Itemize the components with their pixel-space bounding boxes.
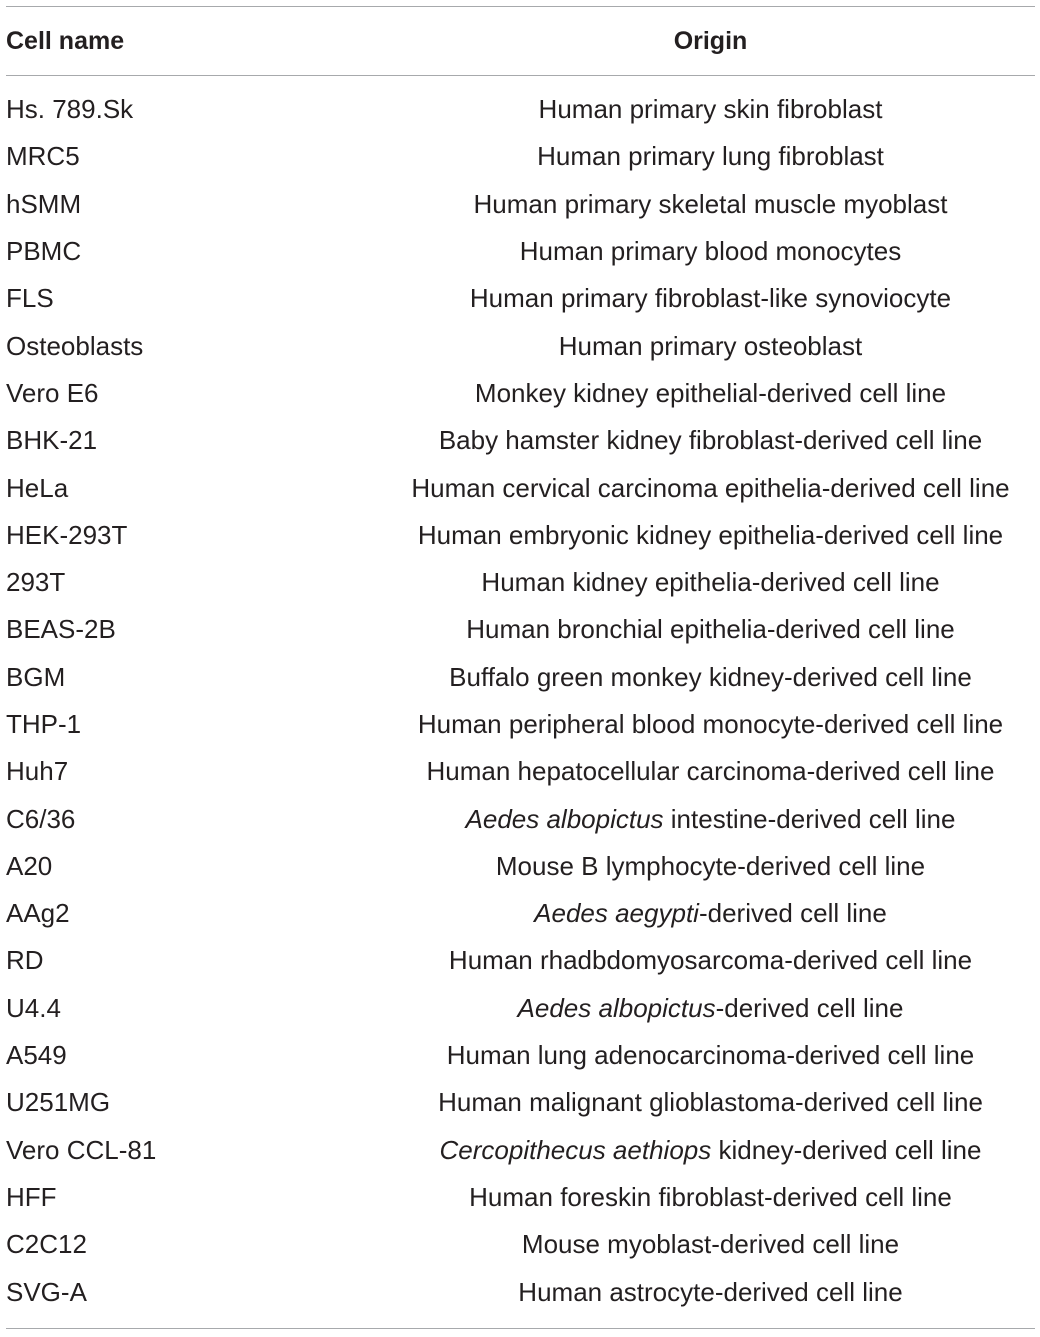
origin-text: Human peripheral blood monocyte-derived cell line — [417, 709, 1004, 739]
table-row — [6, 370, 1035, 417]
cell-origin — [386, 378, 1035, 409]
cell-origin — [386, 1229, 1035, 1260]
cell-origin — [386, 898, 1035, 929]
origin-text: Buffalo green monkey kidney-derived cell line — [449, 661, 972, 692]
origin-text: intestine-derived cell line — [663, 803, 956, 834]
table-row — [6, 701, 1035, 748]
cell-origin — [386, 1040, 1035, 1071]
table-row — [6, 417, 1035, 464]
table-row — [6, 559, 1035, 606]
origin-text: Human foreskin fibroblast-derived cell line — [469, 1181, 952, 1212]
cell-origin — [386, 520, 1035, 551]
cell-name: RD — [6, 945, 44, 976]
origin-text: Human bronchial epithelia-derived cell line — [466, 614, 955, 645]
origin-text: Human astrocyte-derived cell line — [518, 1276, 903, 1307]
cell-name: U251MG — [6, 1087, 111, 1118]
species-name: Aedes aegypti — [534, 898, 699, 929]
origin-text: -derived cell line — [698, 898, 887, 929]
origin-text: Human cervical carcinoma epithelia-derived cell line — [411, 472, 1010, 503]
cell-origin — [386, 945, 1035, 976]
cell-origin — [386, 1135, 1035, 1166]
table-row — [6, 1032, 1035, 1079]
origin-text: Human primary osteoblast — [558, 330, 863, 361]
cell-origin — [386, 1277, 1035, 1308]
cell-name: U4.4 — [6, 992, 61, 1023]
table-header-row — [6, 7, 1035, 75]
table-row — [6, 1221, 1035, 1268]
cell-name: A20 — [6, 850, 53, 881]
origin-text: Human primary skeletal muscle myoblast — [473, 188, 948, 219]
cell-name: SVG-A — [6, 1276, 87, 1307]
cell-name: AAg2 — [6, 898, 70, 929]
cell-name: PBMC — [6, 236, 82, 267]
origin-text: Human primary skin fibroblast — [538, 94, 883, 125]
cell-name: BHK-21 — [6, 425, 98, 456]
table-row — [6, 748, 1035, 795]
cell-origin — [386, 662, 1035, 693]
cell-name: C6/36 — [6, 803, 76, 834]
origin-text: Human lung adenocarcinoma-derived cell line — [446, 1040, 975, 1071]
cell-origin — [386, 425, 1035, 456]
table-row — [6, 464, 1035, 511]
origin-text: Monkey kidney epithelial-derived cell line — [474, 377, 947, 408]
cell-name: MRC5 — [6, 141, 80, 172]
cell-name: 293T — [6, 567, 66, 598]
origin-text: Human primary blood monocytes — [519, 236, 902, 267]
cell-origin — [386, 1182, 1035, 1213]
cell-name: Hs. 789.Sk — [6, 94, 134, 125]
origin-text: Baby hamster kidney fibroblast-derived cell line — [438, 425, 983, 456]
cell-name: A549 — [6, 1040, 67, 1071]
cell-name: THP-1 — [6, 709, 82, 739]
origin-text: Mouse B lymphocyte-derived cell line — [495, 850, 926, 881]
cell-origin — [386, 567, 1035, 598]
cell-name: Huh7 — [6, 756, 69, 787]
cell-origin — [386, 804, 1035, 835]
cell-origin — [386, 141, 1035, 172]
cell-origin — [386, 709, 1035, 740]
table-row — [6, 228, 1035, 275]
cell-origin — [386, 283, 1035, 314]
table-row — [6, 133, 1035, 180]
cell-name: hSMM — [6, 188, 82, 219]
origin-text: Human primary lung fibroblast — [537, 141, 884, 172]
header-origin: Origin — [673, 26, 748, 55]
table-row — [6, 795, 1035, 842]
table-row — [6, 654, 1035, 701]
cell-name: FLS — [6, 283, 54, 314]
species-name: Cercopithecus aethiops — [439, 1134, 712, 1165]
table-row — [6, 985, 1035, 1032]
cell-name: HFF — [6, 1181, 57, 1212]
origin-text: Human malignant glioblastoma-derived cell line — [438, 1087, 983, 1118]
table-row — [6, 937, 1035, 984]
origin-text: kidney-derived cell line — [711, 1134, 982, 1165]
cell-name: Vero CCL-81 — [6, 1134, 157, 1165]
table-row — [6, 1127, 1035, 1174]
origin-text: Human embryonic kidney epithelia-derived cell line — [417, 519, 1004, 550]
cell-name: C2C12 — [6, 1229, 87, 1260]
cell-name: BEAS-2B — [6, 614, 116, 645]
table-body — [6, 76, 1035, 1328]
table-row — [6, 890, 1035, 937]
cell-name: HEK-293T — [6, 519, 128, 550]
table-row — [6, 275, 1035, 322]
table-row — [6, 1079, 1035, 1126]
header-cell-name: Cell name — [6, 26, 125, 55]
cell-origin — [386, 331, 1035, 362]
cell-origin — [386, 189, 1035, 220]
cell-name: Osteoblasts — [6, 330, 144, 361]
origin-text: Mouse myoblast-derived cell line — [521, 1229, 900, 1260]
origin-text: Human kidney epithelia-derived cell line — [481, 567, 940, 598]
species-name: Aedes albopictus — [465, 803, 664, 834]
table-row — [6, 322, 1035, 369]
origin-text: -derived cell line — [715, 992, 904, 1023]
cell-origin — [386, 614, 1035, 645]
cell-origin — [386, 1087, 1035, 1118]
species-name: Aedes albopictus — [517, 992, 716, 1023]
cell-name: BGM — [6, 661, 66, 692]
origin-text: Human primary fibroblast-like synoviocyte — [469, 283, 952, 314]
cell-origin — [386, 94, 1035, 125]
table-row — [6, 606, 1035, 653]
table-bottom-rule — [6, 1328, 1035, 1329]
cell-name: HeLa — [6, 472, 69, 503]
table-row — [6, 512, 1035, 559]
cell-origin — [386, 473, 1035, 504]
table-row — [6, 843, 1035, 890]
cell-origin — [386, 851, 1035, 882]
cell-origin — [386, 756, 1035, 787]
origin-text: Human rhadbdomyosarcoma-derived cell line — [448, 945, 973, 976]
table-row — [6, 86, 1035, 133]
origin-text: Human hepatocellular carcinoma-derived cell line — [426, 756, 995, 787]
table-row — [6, 1174, 1035, 1221]
cell-origin — [386, 236, 1035, 267]
cell-name: Vero E6 — [6, 377, 99, 408]
cell-line-table — [6, 6, 1035, 1329]
table-row — [6, 181, 1035, 228]
table-row — [6, 1268, 1035, 1315]
cell-origin — [386, 993, 1035, 1024]
